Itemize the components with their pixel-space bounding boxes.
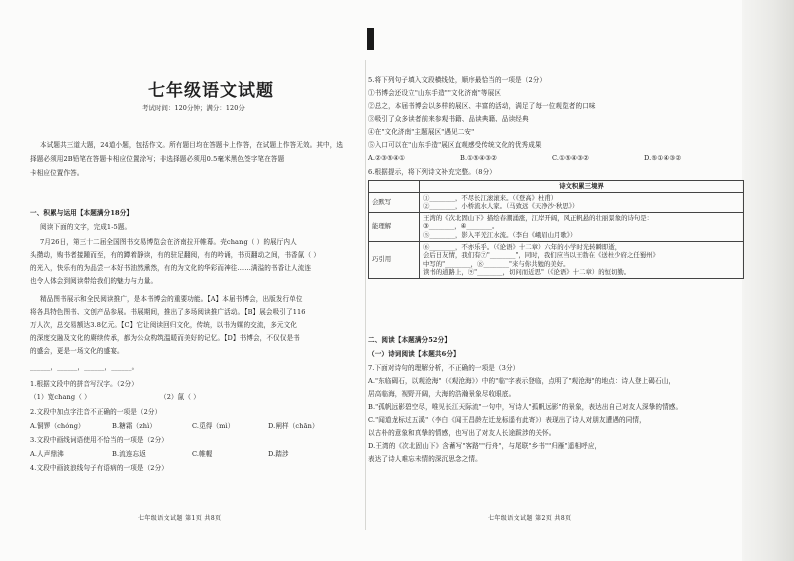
- passage-line: 头攒动，购书者接踵而至，有的蹲着静读，有的驻足翻阅，有的吟诵，书页翻动之间，书香氤（ ）: [30, 251, 321, 259]
- passage-line: 精品图书展示和全民阅读推广，是本书博会的重要功能。【A】本届书博会，出版发行单位: [40, 295, 303, 303]
- notice-line: 本试题共三道大题，24道小题，包括作文。所有题目均在答题卡上作答，在试题上作答无效。其中，选: [40, 141, 344, 149]
- fill-line[interactable]: 读书的道路上，⑨"________，切问而近思"（《论语》十二章）的恒切勤。: [423, 268, 631, 277]
- page-footer: 七年级语文试题 第1页 共8页: [138, 515, 222, 522]
- poetry-table: [368, 180, 744, 279]
- q3-option: C.帷幄: [192, 450, 213, 458]
- q7-option-line: C."闻道龙标过五溪"（李白《闻王昌龄左迁龙标遥有此寄》）表现出了诗人对朋友遭遇的同情，: [368, 416, 646, 424]
- reading-intro: 阅读下面的文字，完成1-5题。: [40, 223, 132, 231]
- table-heading: 诗文积累三境界: [420, 181, 744, 193]
- q2-option: C.觅得（mì）: [192, 422, 235, 430]
- q1-item: （2）氤（ ）: [160, 393, 200, 401]
- question-5: 5.将下列句子填入文段横线处，顺序最恰当的一项是（2分）: [368, 76, 547, 84]
- q7-option-line: A."东临碣石，以观沧海"（《观沧海》）中的"临"字表示登临，点明了"观沧海"的地点：诗人登上碣石山，: [368, 377, 676, 385]
- answer-line: ______，______，______，______。: [30, 363, 139, 371]
- q2-option: D.闸样（chān）: [268, 422, 319, 430]
- fill-line[interactable]: ⑥________，不亦乐乎。（《论语》十二章）六年的小学时光转瞬即逝，: [423, 242, 622, 251]
- section-heading: 二、阅读【本题满分52分】: [368, 336, 452, 344]
- q5-item: ②总之，本届书博会以多样的展区、丰富的活动，满足了每一位观览者的口味: [368, 102, 596, 110]
- q5-option: A.②③⑤④①: [368, 154, 406, 162]
- row-category: 会默写: [369, 192, 420, 212]
- fill-line[interactable]: ⑤________，影入平羌江水流。（李白《峨眉山月歌》）: [423, 230, 577, 239]
- exam-meta: 考试时间：120分钟；满分：120分: [142, 104, 245, 112]
- fill-line[interactable]: 王湾的《次北固山下》描绘春潮涌涨，江岸开阔，风正帆悬的壮丽景象的诗句是：: [423, 213, 654, 222]
- fill-line[interactable]: 会后日友情，我们有⑦"________"，同时，我们应当以王勃在《送杜少府之任蜀州》: [423, 251, 659, 260]
- section-heading: 一、积累与运用【本题满分18分】: [30, 209, 134, 217]
- notice-line: 择题必须用2B铅笔在答题卡相应位置涂写；非选择题必须用0.5毫米黑色签字笔在答题: [30, 155, 285, 163]
- fill-line[interactable]: ①________，不尽长江滚滚来。（《登高》杜甫）: [423, 193, 558, 202]
- passage-line: 也令人体会到阅读带给我们的魅力与力量。: [30, 277, 158, 285]
- q3-option: D.踏涉: [268, 450, 289, 458]
- table-row: [369, 192, 744, 212]
- row-category: 能理解: [369, 212, 420, 241]
- passage-line: 的盛会，更是一场文化的盛宴。: [30, 347, 124, 355]
- row-content: [420, 212, 744, 241]
- row-content: [420, 241, 744, 278]
- question-2: 2.文段中加点字注音不正确的一项是（2分）: [30, 408, 162, 416]
- passage-line: 将各具特色图书、文创产品参展。书展期间，推出了多场阅读推广活动。【B】展会吸引了116: [30, 308, 306, 316]
- q7-option-line: B."孤帆远影碧空尽，唯见长江天际流"一句中，写诗人"孤帆远影"的景象，表达出自己对友人深挚的情感。: [368, 403, 683, 411]
- q5-item: ④在"文化济南"主题展区"遇见二安": [368, 128, 475, 136]
- question-1: 1.根据文段中的拼音写汉字。（2分）: [30, 380, 138, 388]
- q2-option: B.糖霜（zhì）: [112, 422, 157, 430]
- q5-option: B.①⑤④③②: [460, 154, 498, 162]
- passage-line: 7月26日，第三十二届全国图书交易博览会在济南拉开帷幕。壳chang（ ）的展厅内人: [40, 238, 297, 246]
- question-6: 6.根据提示，将下列诗文补充完整。（8分）: [368, 168, 496, 176]
- question-7: 7.下面对诗句的理解分析，不正确的一项是（3分）: [368, 364, 520, 372]
- right-page: [368, 0, 748, 561]
- question-3: 3.文段中画线词语使用不恰当的一项是（2分）: [30, 436, 168, 444]
- left-page: [30, 0, 365, 561]
- passage-line: 万人次，总交易额达3.8亿元。【C】它让阅读回归文化，传统，以书为媒的交流，多元文化: [30, 321, 297, 329]
- q7-option-line: 居高临海，视野开阔，大海的浩瀚景象尽收眼底。: [368, 390, 516, 398]
- table-corner: [369, 181, 420, 193]
- q5-item: ⑤入口可以在"山东手造"展区直观感受传统文化的优秀成果: [368, 141, 542, 149]
- q2-option: A.铜锣（chóng）: [30, 422, 85, 430]
- row-category: 巧引用: [369, 241, 420, 278]
- passage-line: 的深度交融及文化的赓续传承，都为公众构筑温暖而美好的记忆。【D】书博会，不仅仅是书: [30, 334, 300, 342]
- q3-option: B.流连忘返: [112, 450, 146, 458]
- q5-item: ③吸引了众多读者前来参观书籍、品读典籍、品读经典: [368, 115, 529, 123]
- q5-option: C.①⑤④③②: [552, 154, 590, 162]
- subsection-heading: （一）诗词阅读【本题共6分】: [368, 350, 460, 358]
- q5-option: D.⑤①④③②: [644, 154, 682, 162]
- fill-line[interactable]: ②________，小桥流水人家。（马致远《天净沙·秋思》）: [423, 202, 579, 211]
- scan-edge-shadow: [742, 0, 794, 561]
- q7-option-line: 表达了诗人难忘未情的深沉思念之情。: [368, 455, 482, 463]
- exam-title: 七年级语文试题: [148, 81, 274, 101]
- question-4: 4.文段中画波浪线句子有语病的一项是（2分）: [30, 464, 168, 472]
- q3-option: A.人声鼎沸: [30, 450, 64, 458]
- table-row: [369, 212, 744, 241]
- row-content: [420, 192, 744, 212]
- table-row: [369, 241, 744, 278]
- page-footer: 七年级语文试题 第2页 共8页: [488, 515, 572, 522]
- q7-option-line: 以古朴的意象和真挚的情感，也写出了对友人长途跋涉的关怀。: [368, 429, 556, 437]
- passage-line: 的光入，快乐有的为品尝一本好书油然熏然，有的为文化的华彩而神往……满溢的书香让人流连: [30, 264, 312, 272]
- q1-item: （1）宽chang（ ）: [30, 393, 91, 401]
- q7-option-line: D.王湾的《次北固山下》含蓄写"客路""行舟"，与尾联"乡书""归雁"遥相呼应，: [368, 442, 602, 450]
- fill-line[interactable]: 中写的"________，⑧________"来与你共勉的美好。: [423, 259, 570, 268]
- page-divider: [365, 60, 366, 530]
- q5-item: ①书博会还设立"山东手造""文化济南"等展区: [368, 89, 502, 97]
- fill-line[interactable]: ③________，④________。: [423, 222, 499, 231]
- notice-line: 卡相应位置作答。: [30, 169, 84, 177]
